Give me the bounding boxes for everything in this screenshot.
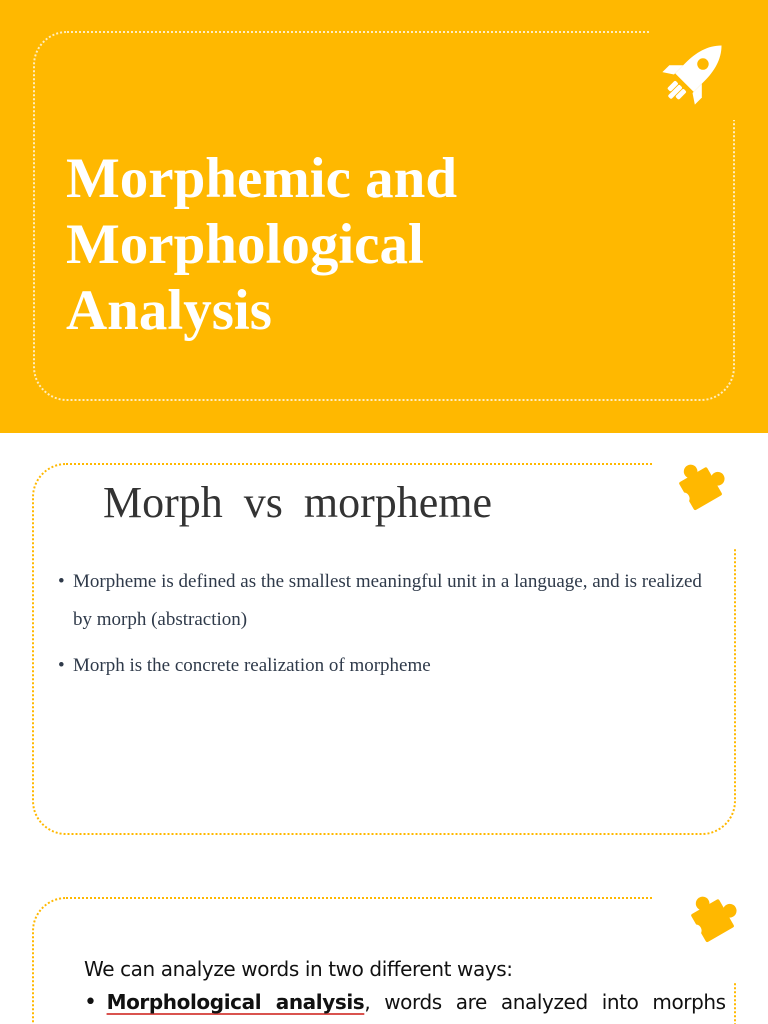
slide-heading: Morph vs morpheme [103, 478, 493, 527]
content-slide-analysis [0, 873, 768, 1024]
bullet-item [58, 647, 718, 685]
title-line-2: Morphological [66, 213, 424, 276]
bullet-marker: • [84, 990, 97, 1015]
bullet-list [58, 563, 718, 693]
bullet-text: Morpheme is defined as the smallest meaningful unit in a language, and is realized by morph (abstraction) [73, 571, 702, 630]
title-line-3: Analysis [66, 279, 272, 342]
bullet-marker: • [58, 655, 65, 676]
puzzle-icon [682, 888, 744, 950]
key-term: Morphological analysis [106, 990, 365, 1014]
bullet-item [84, 988, 726, 1017]
bullet-text: Morph is the concrete realization of morpheme [73, 655, 431, 676]
title-line-1: Morphemic and [66, 147, 458, 210]
bullet-item [58, 563, 718, 639]
intro-text: We can analyze words in two different ways: [84, 957, 513, 981]
content-slide-morph [0, 433, 768, 873]
bullet-marker: • [58, 571, 65, 592]
slide-title [66, 146, 626, 344]
title-slide [0, 0, 768, 433]
puzzle-icon [667, 456, 735, 518]
bullet-text: , words are analyzed into morphs [364, 990, 726, 1014]
rocket-icon [655, 30, 737, 112]
